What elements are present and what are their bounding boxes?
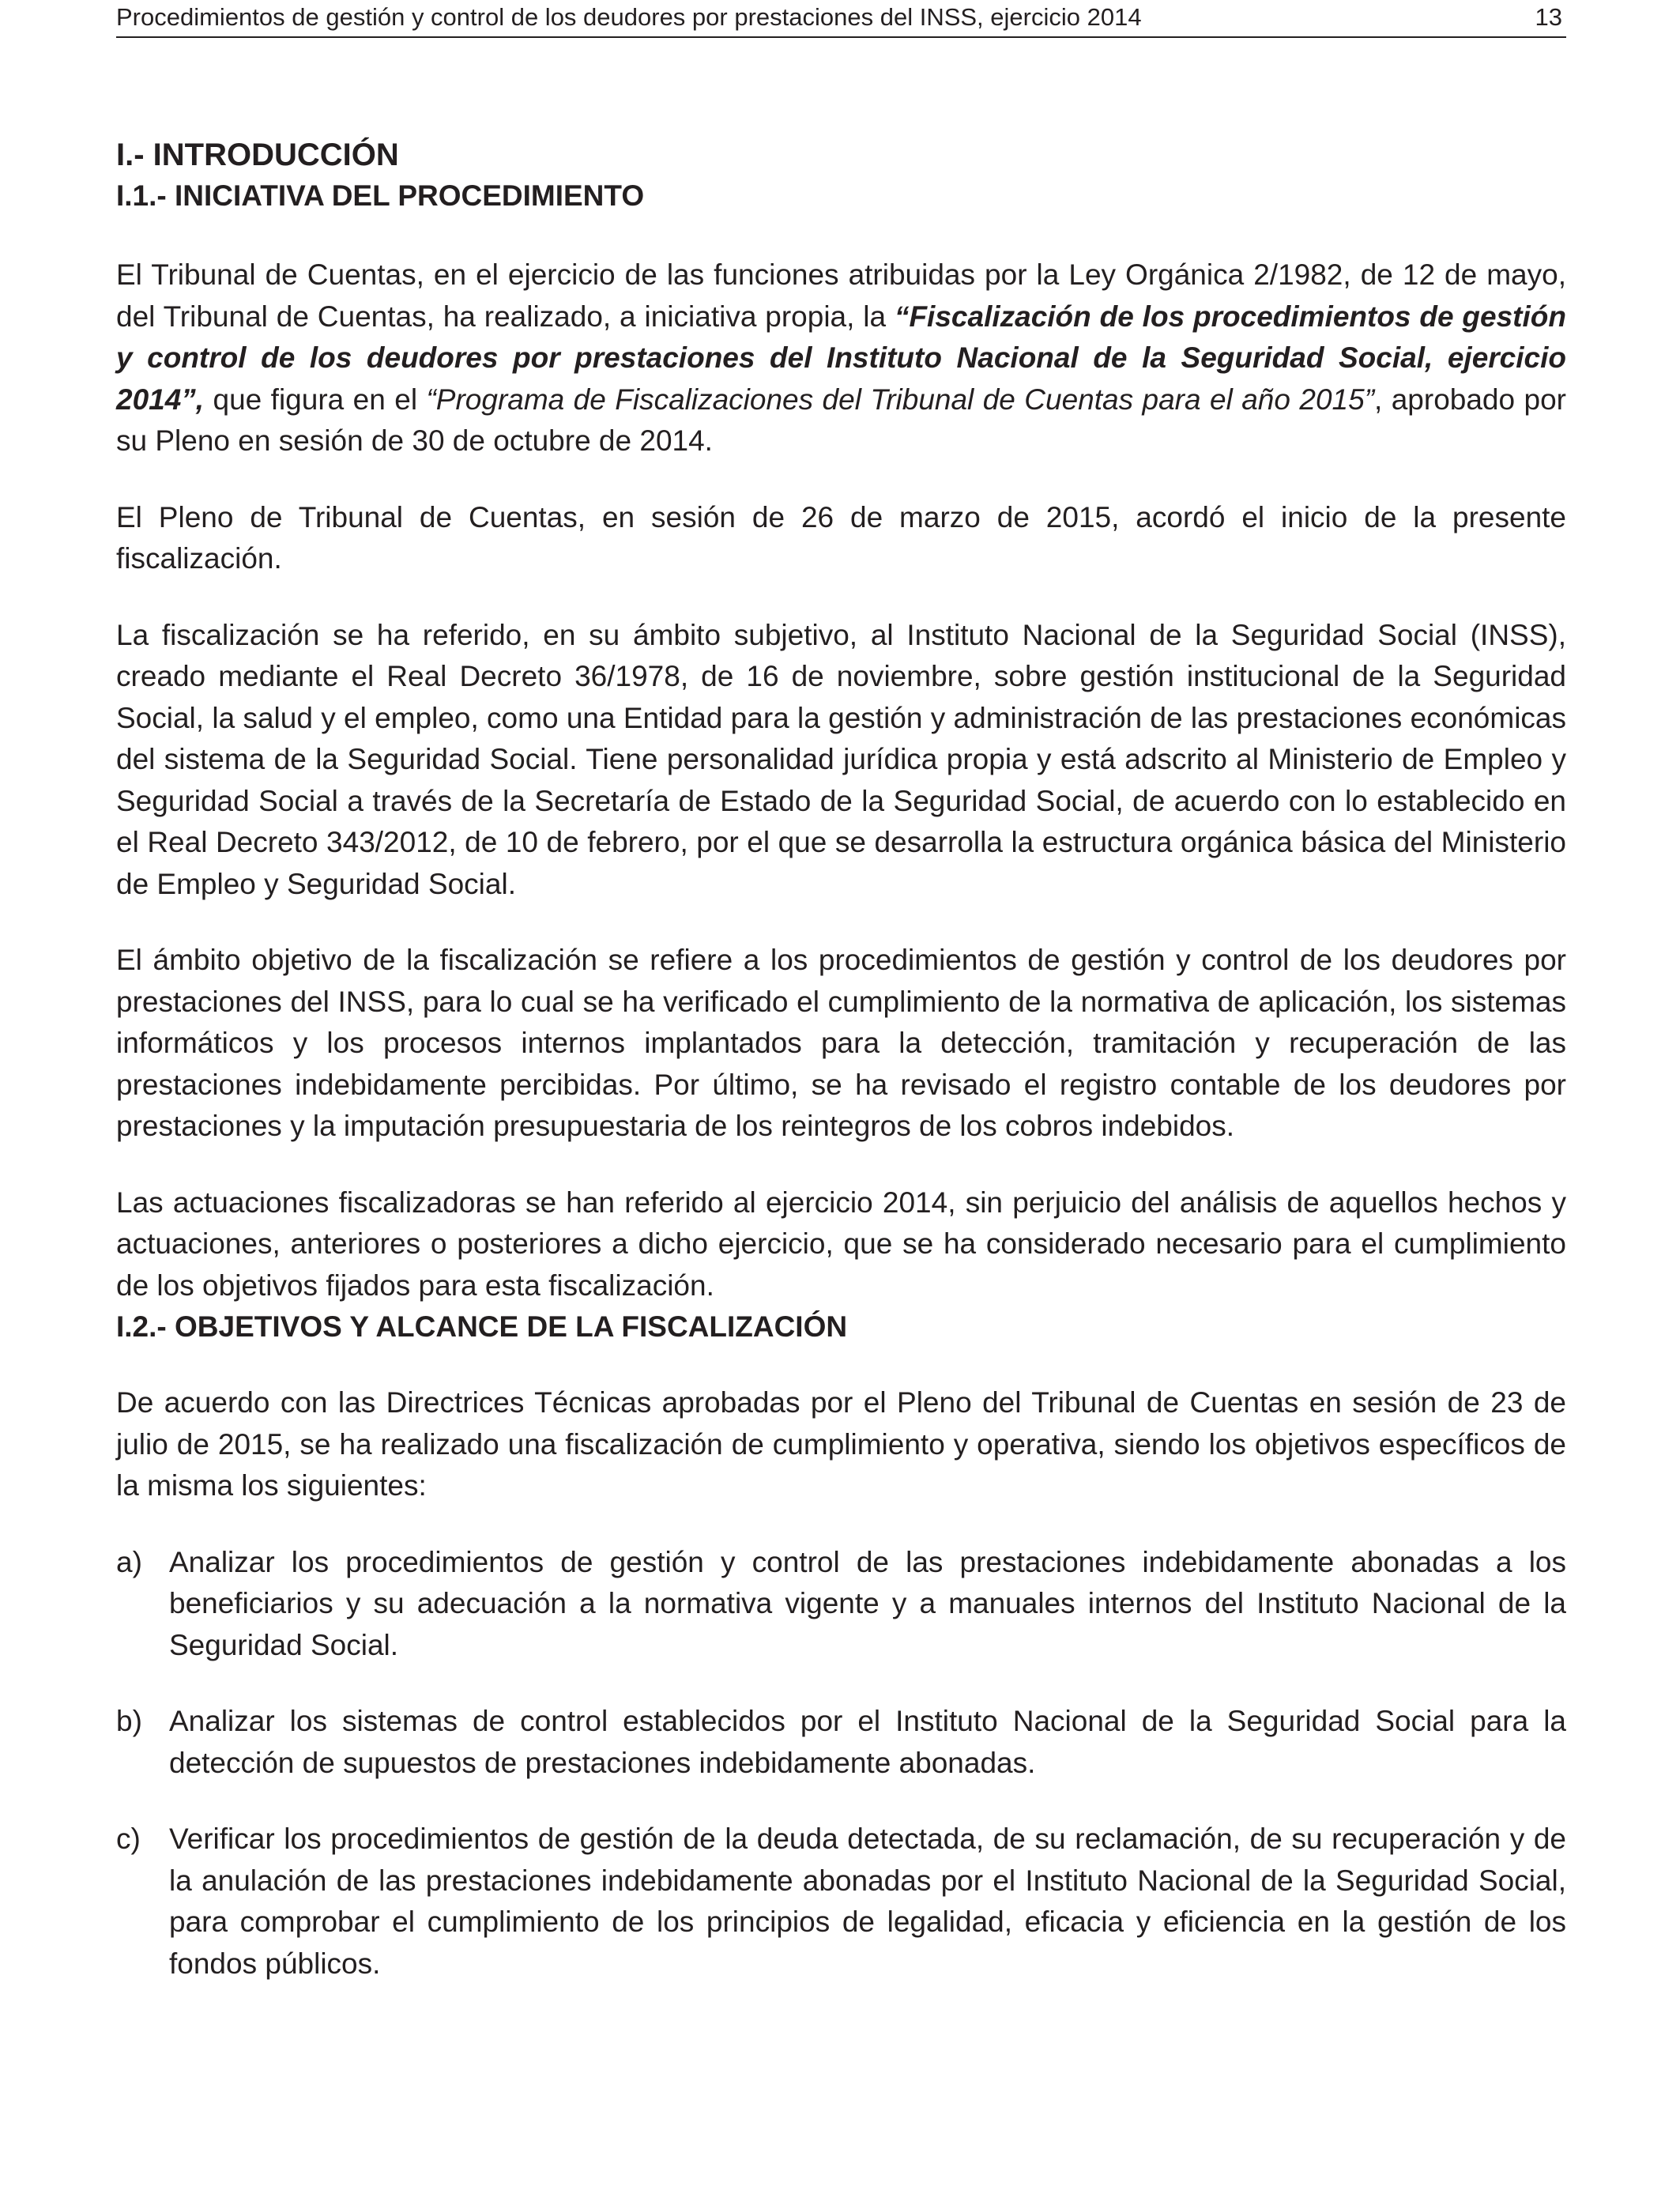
section-1-heading: I.1.- INICIATIVA DEL PROCEDIMIENTO <box>116 179 645 212</box>
objective-item-b <box>116 1701 1566 1784</box>
objective-item-a <box>116 1542 1566 1667</box>
audit-title-emphasis: “Fiscalización de los procedimientos de gestión y control de los deudores por prestaciones del Instituto Nacional de la Seguridad Social, ejercicio 2014”, <box>116 300 1566 416</box>
paragraph-text: que figura en el <box>204 383 427 416</box>
section-1-paragraph-4: El ámbito objetivo de la fiscalización se refiere a los procedimientos de gestión y control de los deudores por prestaciones del INSS, para lo cual se ha verificado el cumplimiento de la normativa de aplicación, los sistemas informáticos y los procesos internos implantados para la detección, tramitación y recuperación de las prestaciones indebidamente percibidas. Por último, se ha revisado el registro contable de los deudores por prestaciones y la imputación presupuestaria de los reintegros de los cobros indebidos. <box>116 944 1566 1142</box>
list-item-text: Analizar los procedimientos de gestión y control de las prestaciones indebidamente abonadas a los beneficiarios y su adecuación a la normativa vigente y a manuales internos del Instituto Nacional de la Seguridad Social. <box>169 1545 1566 1661</box>
paragraph-text: El Tribunal de Cuentas, en el ejercicio de las funciones atribuidas por la Ley Orgánica 2/1982, de 12 de mayo, del Tribunal de Cuentas, ha realizado, a iniciativa propia, la <box>116 258 1566 333</box>
objective-item-c <box>116 1819 1566 1985</box>
list-marker: c) <box>116 1823 141 1855</box>
section-2-heading: I.2.- OBJETIVOS Y ALCANCE DE LA FISCALIZACIÓN <box>116 1310 848 1343</box>
section-1-paragraph-2: El Pleno de Tribunal de Cuentas, en sesión de 26 de marzo de 2015, acordó el inicio de la presente fiscalización. <box>116 500 1566 575</box>
list-marker: a) <box>116 1545 142 1578</box>
program-title-emphasis: “Programa de Fiscalizaciones del Tribunal de Cuentas para el año 2015” <box>426 383 1375 416</box>
list-item-text: Analizar los sistemas de control establecidos por el Instituto Nacional de la Seguridad Social para la detección de supuestos de prestaciones indebidamente abonadas. <box>169 1705 1566 1779</box>
document-body <box>116 134 1566 1985</box>
running-header-title: Procedimientos de gestión y control de los deudores por prestaciones del INSS, ejercicio 2014 <box>116 3 1142 31</box>
section-2-paragraph-1: De acuerdo con las Directrices Técnicas aprobadas por el Pleno del Tribunal de Cuentas en sesión de 23 de julio de 2015, se ha realizado una fiscalización de cumplimiento y operativa, siendo los objetivos específicos de la misma los siguientes: <box>116 1386 1566 1502</box>
section-1-paragraph-3: La fiscalización se ha referido, en su ámbito subjetivo, al Instituto Nacional de la Seguridad Social (INSS), creado mediante el Real Decreto 36/1978, de 16 de noviembre, sobre gestión institucional de la Seguridad Social, la salud y el empleo, como una Entidad para la gestión y administración de las prestaciones económicas del sistema de la Seguridad Social. Tiene personalidad jurídica propia y está adscrito al Ministerio de Empleo y Seguridad Social a través de la Secretaría de Estado de la Seguridad Social, de acuerdo con lo establecido en el Real Decreto 343/2012, de 10 de febrero, por el que se desarrolla la estructura orgánica básica del Ministerio de Empleo y Seguridad Social. <box>116 618 1566 900</box>
section-1-paragraph-5: Las actuaciones fiscalizadoras se han referido al ejercicio 2014, sin perjuicio del análisis de aquellos hechos y actuaciones, anteriores o posteriores a dicho ejercicio, que se ha considerado necesario para el cumplimiento de los objetivos fijados para esta fiscalización. <box>116 1186 1566 1302</box>
section-1-paragraph-1 <box>116 254 1566 462</box>
page-header <box>116 0 1566 38</box>
list-marker: b) <box>116 1705 142 1737</box>
paragraph-text: , aprobado por su Pleno en sesión de 30 de octubre de 2014. <box>116 383 1566 457</box>
list-item-text: Verificar los procedimientos de gestión de la deuda detectada, de su reclamación, de su recuperación y de la anulación de las prestaciones indebidamente abonadas por el Instituto Nacional de la Seguridad Social, para comprobar el cumplimiento de los principios de legalidad, eficacia y eficiencia en la gestión de los fondos públicos. <box>169 1823 1566 1980</box>
page-number: 13 <box>1535 3 1562 31</box>
intro-heading: I.- INTRODUCCIÓN <box>116 138 399 172</box>
